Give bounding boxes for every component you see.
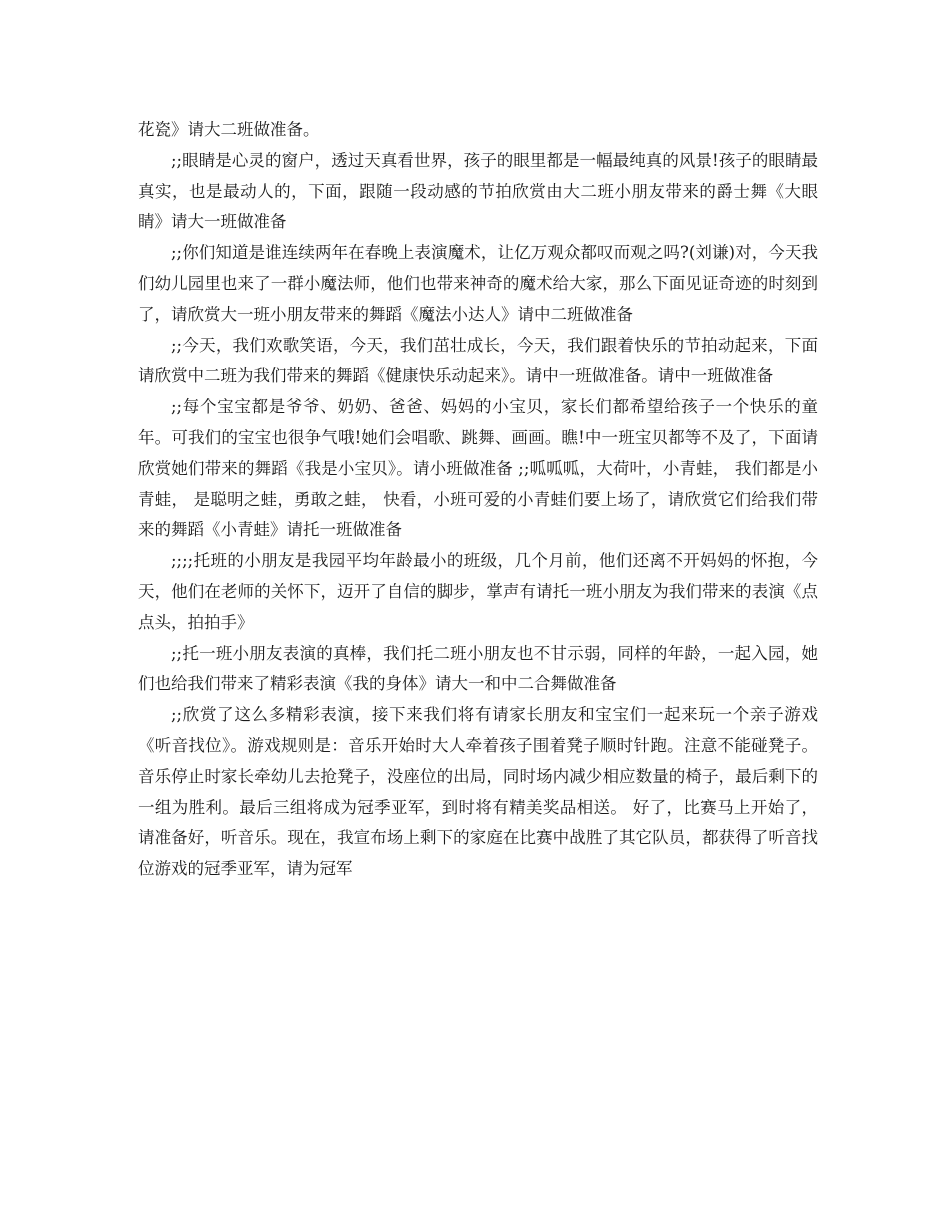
paragraph-my-body: ;;托一班小朋友表演的真棒，我们托二班小朋友也不甘示弱，同样的年龄，一起入园，她们也给我们带来了精彩表演《我的身体》请大一和中二合舞做准备: [138, 643, 818, 694]
body-text: [138, 115, 818, 885]
paragraph-parent-game: ;;欣赏了这么多精彩表演，接下来我们将有请家长朋友和宝宝们一起来玩一个亲子游戏《听音找位》。游戏规则是：音乐开始时大人牵着孩子围着凳子顺时针跑。注意不能碰凳子。音乐停止时家长牵幼儿去抢凳子，没座位的出局，同时场内减少相应数量的椅子，最后剩下的一组为胜利。最后三组将成为冠季亚军，到时将有精美奖品相送。 好了，比赛马上开始了，请准备好，听音乐。现在，我宣布场上剩下的家庭在比赛中战胜了其它队员，都获得了听音找位游戏的冠季亚军，请为冠军: [138, 705, 818, 879]
paragraph-little-baby: ;;每个宝宝都是爷爷、奶奶、爸爸、妈妈的小宝贝，家长们都希望给孩子一个快乐的童年。可我们的宝宝也很争气哦!她们会唱歌、跳舞、画画。瞧!中一班宝贝都等不及了，下面请欣赏她们带来的舞蹈《我是小宝贝》。请小班做准备 ;;呱呱呱，大荷叶，小青蛙， 我们都是小青蛙， 是聪明之蛙，勇敢之蛙， 快看，小班可爱的小青蛙们要上场了，请欣赏它们给我们带来的舞蹈《小青蛙》请托一班做准备: [138, 397, 818, 540]
paragraph-big-eyes: ;;眼睛是心灵的窗户，透过天真看世界，孩子的眼里都是一幅最纯真的风景!孩子的眼睛最真实，也是最动人的，下面，跟随一段动感的节拍欣赏由大二班小朋友带来的爵士舞《大眼睛》请大一班做准备: [138, 150, 818, 232]
paragraph-happy-dance: ;;今天，我们欢歌笑语，今天，我们茁壮成长，今天，我们跟着快乐的节拍动起来，下面请欣赏中二班为我们带来的舞蹈《健康快乐动起来》。请中一班做准备。请中一班做准备: [138, 335, 818, 386]
paragraph-nursery-class: ;;;;托班的小朋友是我园平均年龄最小的班级，几个月前，他们还离不开妈妈的怀抱，今天，他们在老师的关怀下，迈开了自信的脚步，掌声有请托一班小朋友为我们带来的表演《点点头，拍拍手》: [138, 551, 818, 632]
paragraph-continuation: 花瓷》请大二班做准备。: [138, 120, 320, 139]
paragraph-magic: ;;你们知道是谁连续两年在春晚上表演魔术，让亿万观众都叹而观之吗?(刘谦)对，今天我们幼儿园里也来了一群小魔法师，他们也带来神奇的魔术给大家，那么下面见证奇迹的时刻到了，请欣赏大一班小朋友带来的舞蹈《魔法小达人》请中二班做准备: [138, 243, 818, 324]
